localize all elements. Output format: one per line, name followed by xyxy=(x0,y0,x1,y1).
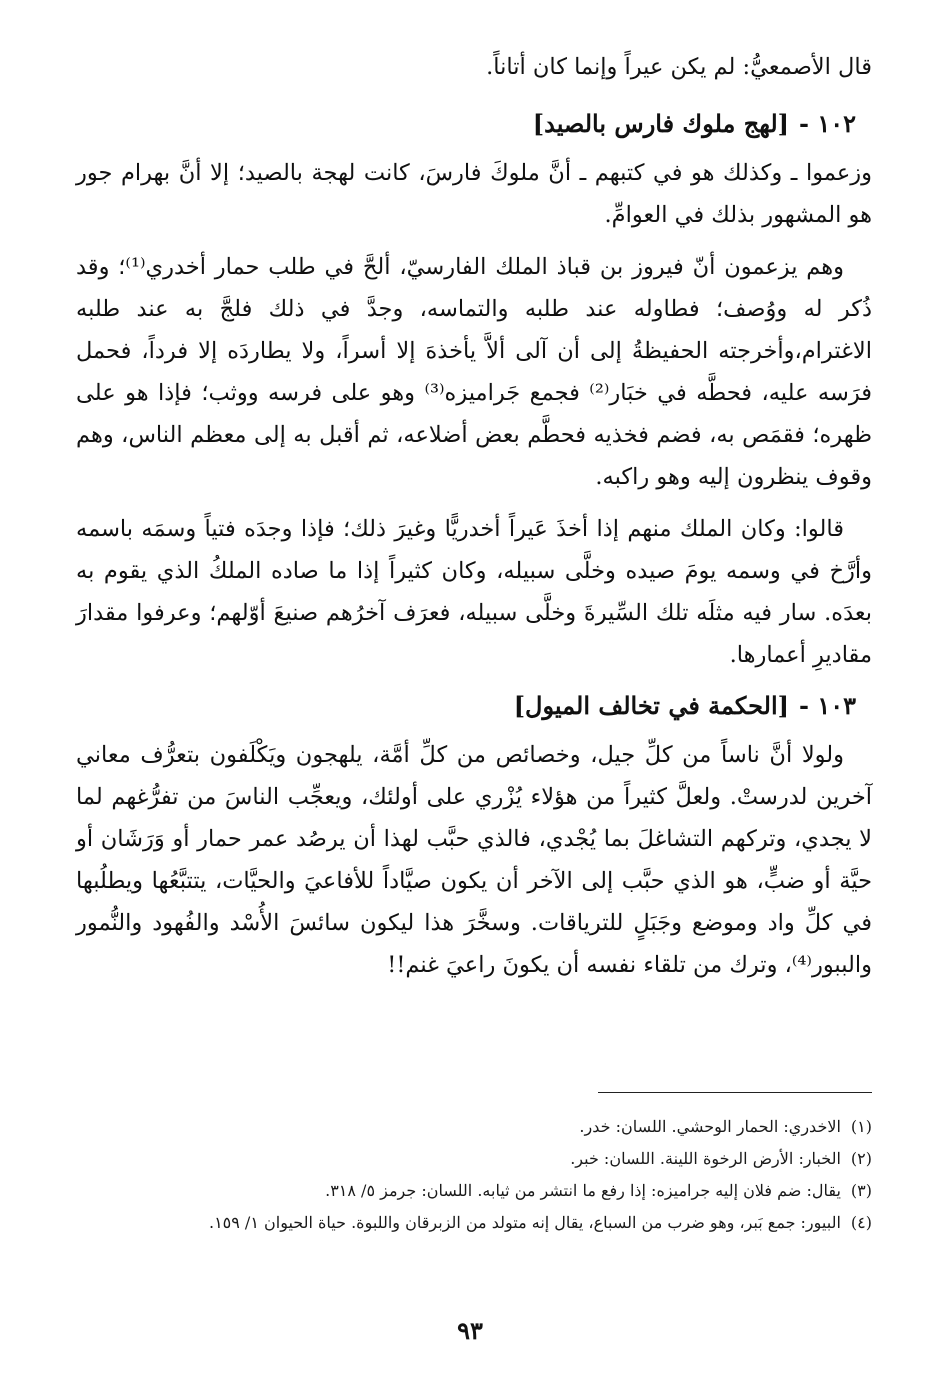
page-number: ٩٣ xyxy=(457,1316,483,1345)
footnotes xyxy=(76,1114,872,1242)
footnote xyxy=(76,1114,872,1140)
footnote-text: الخبار: الأرض الرخوة اللينة. اللسان: خبر. xyxy=(570,1149,841,1168)
section-number: ١٠٣ - xyxy=(799,691,856,720)
footnote-divider xyxy=(598,1092,872,1093)
footnote xyxy=(76,1210,872,1236)
footnote xyxy=(76,1178,872,1204)
section-number: ١٠٢ - xyxy=(799,109,856,138)
section-heading-103 xyxy=(76,686,872,726)
footnote-text: البيور: جمع بَبر، وهو ضرب من السباع، يقال إنه متولد من الزبرقان واللبوة. حياة الحيوان ١/ ١٥٩. xyxy=(208,1213,841,1232)
footnote-text: يقال: ضم فلان إليه جراميزه: إذا رفع ما انتشر من ثيابه. اللسان: جرمز ٥/ ٣١٨. xyxy=(325,1181,841,1200)
page-body xyxy=(76,46,872,996)
footnote-mark: (٢) xyxy=(850,1149,872,1168)
footnote-text: الاخدري: الحمار الوحشي. اللسان: خدر. xyxy=(579,1117,841,1136)
section-title: [الحكمة في تخالف الميول] xyxy=(513,691,789,720)
section-heading-102 xyxy=(76,104,872,144)
footnote-mark: (١) xyxy=(850,1117,872,1136)
section-title: [لهج ملوك فارس بالصيد] xyxy=(532,109,789,138)
footnote-mark: (٣) xyxy=(850,1181,872,1200)
paragraph: قالوا: وكان الملك منهم إذا أخذَ عَيراً أخدريًّا وغيرَ ذلك؛ فإذا وجدَه فتياً وسمَه باسمه وأرَّخ في وسمه يومَ صيده وخلَّى سبيله، وكان كثيراً إذا ما صاده الملكُ الذي يقوم به بعدَه. سار فيه مثلَه تلك السِّيرةَ وخلَّى سبيله، فعرَف آخرُهم صنيعَ أوّلهم؛ وعرفوا مقدارَ مقاديرِ أعمارها. xyxy=(76,516,872,668)
paragraph: وزعموا ـ وكذلك هو في كتبهم ـ أنَّ ملوكَ فارسَ، كانت لهجة بالصيد؛ إلا أنَّ بهرام جور هو المشهور بذلك في العوامِّ. xyxy=(76,160,872,228)
intro-line: قال الأصمعيُّ: لم يكن عيراً وإنما كان أتاناً. xyxy=(486,54,872,80)
paragraph: ولولا أنَّ ناساً من كلِّ جيل، وخصائص من كلِّ أمَّة، يلهجون ويَكْلَفون بتعرُّف معاني آخرين لدرستْ. ولعلَّ كثيراً من هؤلاء يُزْري على أولئك، ويعجِّب الناسَ من تفرُّغهم لما لا يجدي، وتركهم التشاغلَ بما يُجْدي، فالذي حبَّب لهذا أن يرصُد عمر حمار أو وَرَشَان أو حيَّة أو ضبٍّ، هو الذي حبَّب إلى الآخر أن يكون صيَّاداً للأفاعيَ والحيَّات، يتتبَّعُها ويطلُبها في كلِّ واد وموضع وجَبَلٍ للترياقات. وسخَّرَ هذا ليكون سائسَ الأُسْد والفُهود والنُّمور والببور⁽⁴⁾، وترك من تلقاء نفسه أن يكونَ راعيَ غنم!! xyxy=(76,742,872,978)
paragraph: وهم يزعمون أنّ فيروز بن قباذ الملك الفارسيّ، ألحَّ في طلب حمار أخدري⁽¹⁾؛ وقد ذُكر له ووُصف؛ فطاوله عند طلبه والتماسه، وجدَّ في ذلك فلجَّ به عند طلبه الاغترام،وأخرجته الحفيظةُ إلى أن آلى ألاَّ يأخذهَ إلا أسراً، ولا يطاردَه إلا فرداً، فحمل فرَسه عليه، فحطَّه في خبَار⁽²⁾ فجمع جَراميزه⁽³⁾ وهو على فرسه ووثب؛ فإذا هو على ظهره؛ فقمَص به، فضم فخذيه فحطَّم بعض أضلاعه، ثم أقبل به إلى معظم الناس، وهم وقوف ينظرون إليه وهو راكبه. xyxy=(76,254,872,490)
footnote xyxy=(76,1146,872,1172)
footnote-mark: (٤) xyxy=(850,1213,872,1232)
